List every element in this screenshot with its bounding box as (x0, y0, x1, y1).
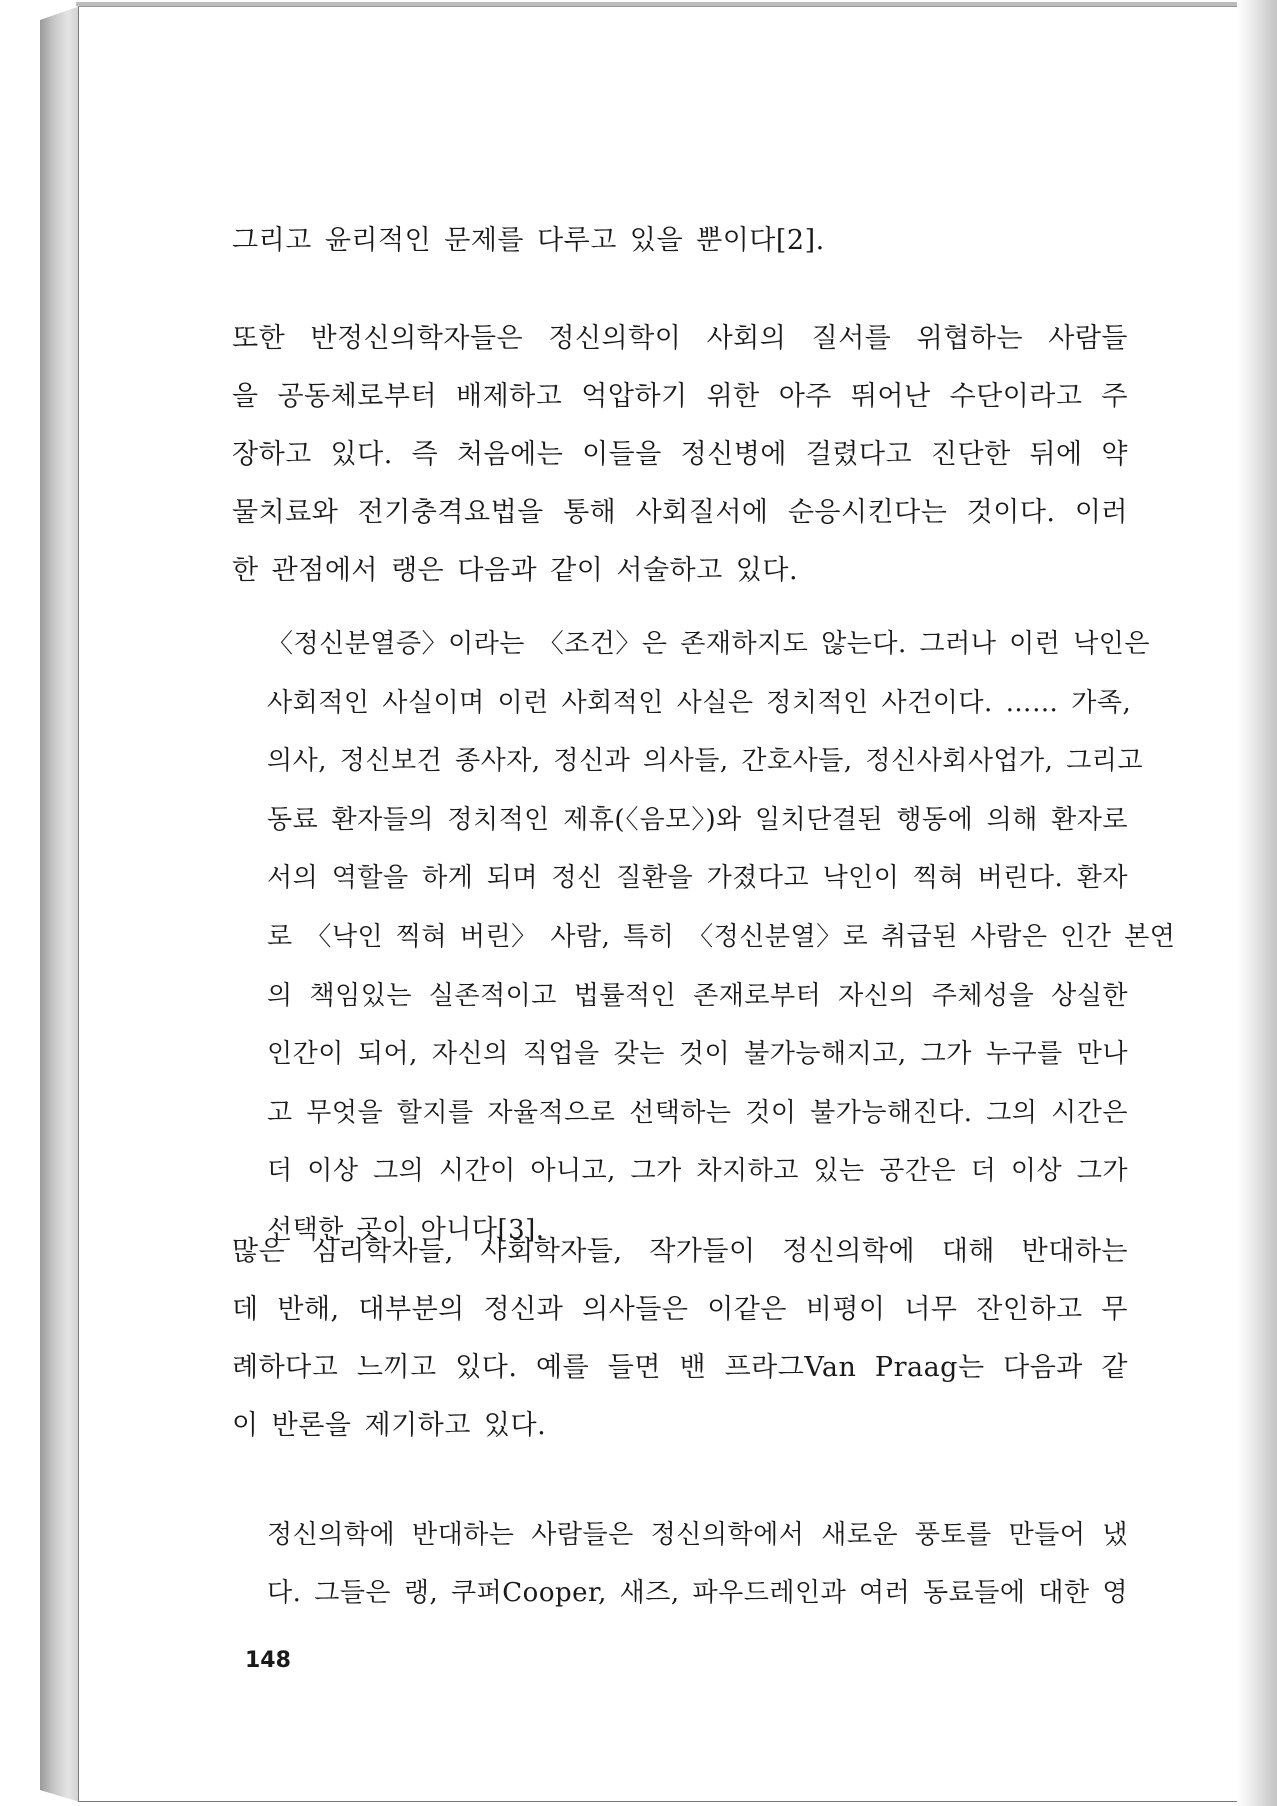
block-quote-1 (267, 615, 1176, 1260)
text-line: 데 반해, 대부분의 정신과 의사들은 이같은 비평이 너무 잔인하고 무 (232, 1294, 1128, 1325)
text-line: 그리고 윤리적인 문제를 다루고 있을 뿐이다[2]. (232, 225, 825, 256)
paragraph-3 (232, 1223, 1128, 1455)
quote-line: 인간이 되어, 자신의 직업을 갖는 것이 불가능해지고, 그가 누구를 만나 (267, 1039, 1128, 1070)
text-line: 장하고 있다. 즉 처음에는 이들을 정신병에 걸렸다고 진단한 뒤에 약 (232, 439, 1128, 470)
page-number: 148 (245, 1648, 291, 1673)
block-quote-2 (267, 1506, 1128, 1622)
text-line: 한 관점에서 랭은 다음과 같이 서술하고 있다. (232, 555, 799, 586)
quote-line: 동료 환자들의 정치적인 제휴(〈음모〉)와 일치단결된 행동에 의해 환자로 (267, 804, 1128, 835)
quote-line: 더 이상 그의 시간이 아니고, 그가 차지하고 있는 공간은 더 이상 그가 (267, 1156, 1128, 1187)
text-line: 많은 심리학자들, 사회학자들, 작가들이 정신의학에 대해 반대하는 (232, 1236, 1128, 1267)
quote-line: 〈정신분열증〉이라는 〈조건〉은 존재하지도 않는다. 그러나 이런 낙인은 (267, 629, 1150, 659)
text-line: 물치료와 전기충격요법을 통해 사회질서에 순응시킨다는 것이다. 이러 (232, 497, 1128, 528)
quote-line: 의 책임있는 실존적이고 법률적인 존재로부터 자신의 주체성을 상실한 (267, 980, 1128, 1011)
book-spine (40, 6, 80, 1802)
quote-line: 의사, 정신보건 종사자, 정신과 의사들, 간호사들, 정신사회사업가, 그리고 (267, 746, 1144, 777)
paragraph-1 (232, 212, 1128, 270)
paragraph-2 (232, 310, 1128, 600)
text-line: 례하다고 느끼고 있다. 예를 들면 밴 프라그Van Praag는 다음과 같 (232, 1352, 1128, 1383)
page-right-shadow (1237, 0, 1277, 1806)
quote-line: 서의 역할을 하게 되며 정신 질환을 가졌다고 낙인이 찍혀 버린다. 환자 (267, 863, 1128, 894)
quote-line: 다. 그들은 랭, 쿠퍼Cooper, 새즈, 파우드레인과 여러 동료들에 대한 영 (267, 1578, 1128, 1608)
text-line: 또한 반정신의학자들은 정신의학이 사회의 질서를 위협하는 사람들 (232, 323, 1128, 354)
text-line: 을 공동체로부터 배제하고 억압하기 위한 아주 뛰어난 수단이라고 주 (232, 381, 1128, 412)
quote-line: 사회적인 사실이며 이런 사회적인 사실은 정치적인 사건이다. …… 가족, (267, 687, 1132, 718)
quote-line: 로 〈낙인 찍혀 버린〉 사람, 특히 〈정신분열〉로 취급된 사람은 인간 본연 (267, 921, 1176, 952)
text-line: 이 반론을 제기하고 있다. (232, 1410, 547, 1441)
quote-line: 정신의학에 반대하는 사람들은 정신의학에서 새로운 풍토를 만들어 냈 (267, 1520, 1128, 1550)
quote-line: 고 무엇을 할지를 자율적으로 선택하는 것이 불가능해진다. 그의 시간은 (267, 1097, 1128, 1128)
quote-line: 선택한 곳이 아니다[3]. (267, 1214, 545, 1245)
